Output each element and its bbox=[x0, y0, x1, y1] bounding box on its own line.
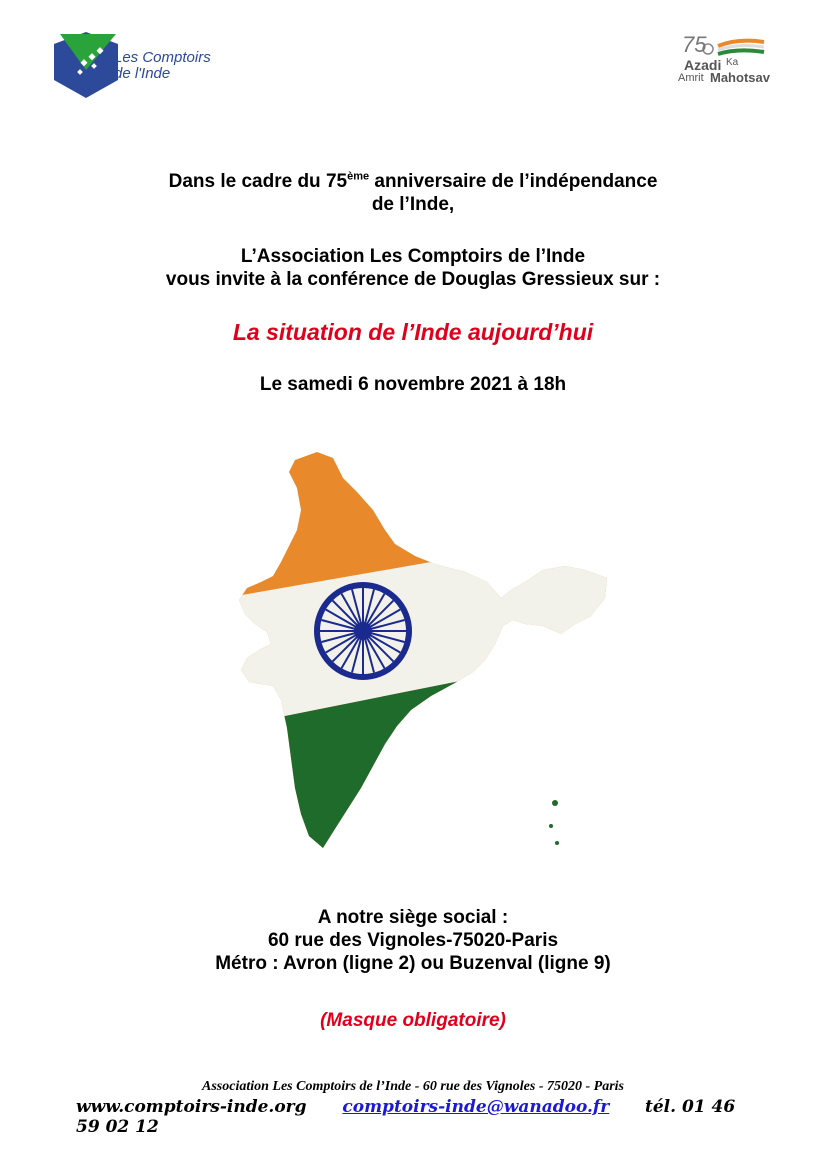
footer-contact bbox=[76, 1097, 756, 1137]
mask-notice: (Masque obligatoire) bbox=[320, 1010, 506, 1031]
conference-title: La situation de l’Inde aujourd’hui bbox=[232, 319, 594, 345]
conference-date: Le samedi 6 novembre 2021 à 18h bbox=[259, 374, 567, 395]
logo-line1: Les Comptoirs bbox=[114, 49, 211, 66]
footer-website[interactable]: www.comptoirs-inde.org bbox=[76, 1097, 307, 1117]
azadi-number: 75 bbox=[682, 32, 707, 57]
footer-email-link[interactable]: comptoirs-inde@wanadoo.fr bbox=[342, 1097, 610, 1117]
invite-line2: vous invite à la conférence de Douglas Gressieux sur : bbox=[165, 269, 661, 290]
ashoka-chakra-icon bbox=[317, 585, 409, 677]
invite-line1: L’Association Les Comptoirs de l’Inde bbox=[240, 246, 586, 267]
india-flag-map bbox=[225, 448, 625, 868]
venue-block bbox=[0, 906, 826, 975]
azadi-word3: Amrit bbox=[678, 72, 704, 84]
venue-line2: 60 rue des Vignoles-75020-Paris bbox=[267, 930, 559, 951]
venue-line3: Métro : Avron (ligne 2) ou Buzenval (ligne 9) bbox=[215, 953, 611, 974]
azadi-word2: Ka bbox=[726, 57, 739, 68]
logo-comptoirs bbox=[52, 30, 212, 100]
logo-comptoirs-icon bbox=[52, 30, 122, 100]
azadi-word4: Mahotsav bbox=[710, 70, 770, 85]
intro-block bbox=[0, 170, 826, 216]
logo-line2: de l'Inde bbox=[114, 65, 171, 82]
azadi-word1: Azadi bbox=[684, 57, 722, 73]
footer-address: Association Les Comptoirs de l’Inde - 60 rue des Vignoles - 75020 - Paris bbox=[202, 1079, 624, 1094]
invite-block bbox=[0, 245, 826, 291]
intro-line2: de l’Inde, bbox=[371, 194, 455, 215]
footer-phone: tél. 01 46 59 02 12 bbox=[76, 1097, 736, 1137]
venue-line1: A notre siège social : bbox=[317, 907, 509, 928]
logo-azadi bbox=[674, 30, 794, 90]
intro-line1: Dans le cadre du 75ème anniversaire de l’indépendance bbox=[168, 170, 658, 192]
